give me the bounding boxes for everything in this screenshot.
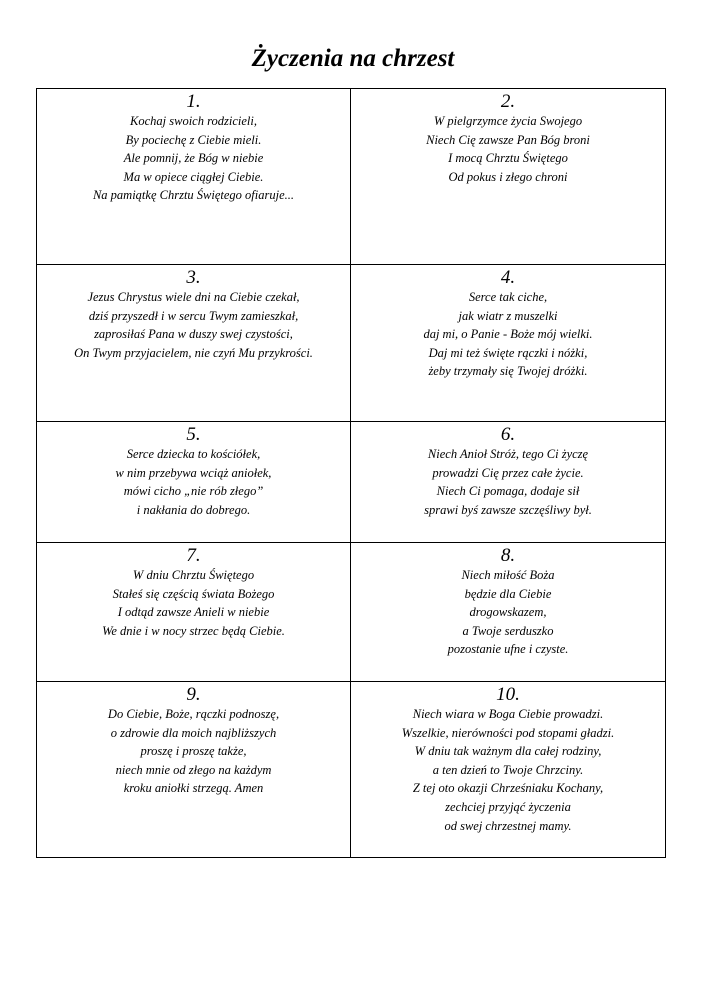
wishes-grid: [36, 88, 666, 858]
wish-line: Ale pomnij, że Bóg w niebie: [123, 151, 264, 166]
wish-card: [37, 265, 351, 421]
wish-number: 2.: [500, 91, 516, 112]
wish-line: Niech Cię zawsze Pan Bóg broni: [426, 132, 590, 147]
wish-line: o zdrowie dla moich najbliższych: [110, 725, 277, 740]
wish-card: [37, 543, 351, 681]
wish-line: On Twym przyjacielem, nie czyń Mu przykrości.: [74, 345, 313, 360]
wish-line: kroku aniołki strzegą. Amen: [123, 781, 264, 796]
wish-number: 9.: [186, 684, 201, 705]
wish-line: prowadzi Cię przez całe życie.: [432, 465, 584, 480]
wish-line: Serce dziecka to kościółek,: [126, 447, 261, 461]
wishes-row: [37, 265, 665, 422]
wish-number: 5.: [186, 424, 201, 445]
wishes-row: [37, 89, 665, 265]
wish-line: daj mi, o Panie - Boże mój wielki.: [423, 327, 593, 342]
wish-line: W pielgrzymce życia Swojego: [433, 114, 583, 128]
wish-line: w nim przebywa wciąż aniołek,: [115, 465, 272, 480]
wish-line: Daj mi też święte rączki i nóżki,: [428, 345, 588, 360]
wish-line: I mocą Chrztu Świętego: [448, 151, 568, 166]
wish-card: [37, 682, 351, 858]
wish-line: i nakłania do dobrego.: [136, 502, 251, 517]
wish-line: By pociechę z Ciebie mieli.: [125, 132, 262, 147]
wish-line: a ten dzień to Twoje Chrzciny.: [432, 762, 584, 777]
wish-line: jak wiatr z muszelki: [458, 308, 558, 323]
wish-line: I odtąd zawsze Anieli w niebie: [117, 605, 270, 620]
wish-number: 7.: [186, 545, 201, 566]
wish-line: Na pamiątkę Chrztu Świętego ofiaruje...: [92, 188, 295, 203]
wish-line: dziś przyszedł i w sercu Twym zamieszkał,: [88, 308, 299, 323]
wish-line: W dniu tak ważnym dla całej rodziny,: [414, 744, 602, 759]
wish-line: zaprosiłaś Pana w duszy swej czystości,: [94, 327, 293, 342]
wish-card: [351, 89, 665, 264]
wish-line: Z tej oto okazji Chrześniaku Kochany,: [412, 781, 604, 796]
wish-line: Do Ciebie, Boże, rączki podnoszę,: [107, 707, 280, 721]
wish-card: [351, 422, 665, 542]
wish-line: drogowskazem,: [469, 605, 547, 620]
wish-line: mówi cicho „nie rób złego”: [123, 484, 264, 499]
wish-number: 3.: [186, 267, 201, 288]
wish-card: [351, 265, 665, 421]
wish-line: Niech miłość Boża: [461, 568, 555, 582]
wish-line: Stałeś się częścią świata Bożego: [112, 586, 275, 601]
wishes-row: [37, 422, 665, 543]
wish-number: 4.: [500, 267, 516, 288]
wish-line: We dnie i w nocy strzec będą Ciebie.: [102, 623, 285, 638]
wish-line: Serce tak ciche,: [468, 290, 548, 304]
wish-line: będzie dla Ciebie: [464, 586, 552, 601]
wish-line: niech mnie od złego na każdym: [115, 762, 272, 777]
wish-number: 6.: [500, 424, 516, 445]
wishes-row: [37, 682, 665, 858]
wish-number: 1.: [186, 91, 201, 112]
page-title: Życzenia na chrzest: [251, 45, 455, 72]
wish-line: Ma w opiece ciągłej Ciebie.: [123, 169, 264, 184]
wish-line: Wszelkie, nierówności pod stopami gładzi.: [401, 725, 615, 740]
wish-line: W dniu Chrztu Świętego: [132, 568, 255, 582]
wish-card: [37, 422, 351, 542]
wish-line: Niech wiara w Boga Ciebie prowadzi.: [412, 707, 604, 721]
wish-line: sprawi byś zawsze szczęśliwy był.: [424, 502, 592, 517]
wish-line: zechciej przyjąć życzenia: [445, 799, 571, 814]
wish-line: a Twoje serduszko: [462, 623, 554, 638]
wish-line: proszę i proszę także,: [140, 744, 247, 759]
wish-line: Jezus Chrystus wiele dni na Ciebie czekał,: [87, 290, 300, 304]
wishes-row: [37, 543, 665, 682]
wish-card: [37, 89, 351, 264]
wish-card: [351, 543, 665, 681]
wish-line: Od pokus i złego chroni: [448, 169, 568, 184]
wish-card: [351, 682, 665, 858]
wish-number: 8.: [500, 545, 516, 566]
wish-line: żeby trzymały się Twojej dróżki.: [428, 364, 588, 379]
wish-number: 10.: [496, 684, 520, 705]
wish-line: Niech Ci pomaga, dodaje sił: [436, 484, 580, 499]
wish-line: Kochaj swoich rodzicieli,: [130, 114, 257, 128]
wish-line: od swej chrzestnej mamy.: [444, 818, 572, 833]
wish-line: Niech Anioł Stróż, tego Ci życzę: [427, 447, 589, 461]
wish-line: pozostanie ufne i czyste.: [447, 642, 569, 657]
